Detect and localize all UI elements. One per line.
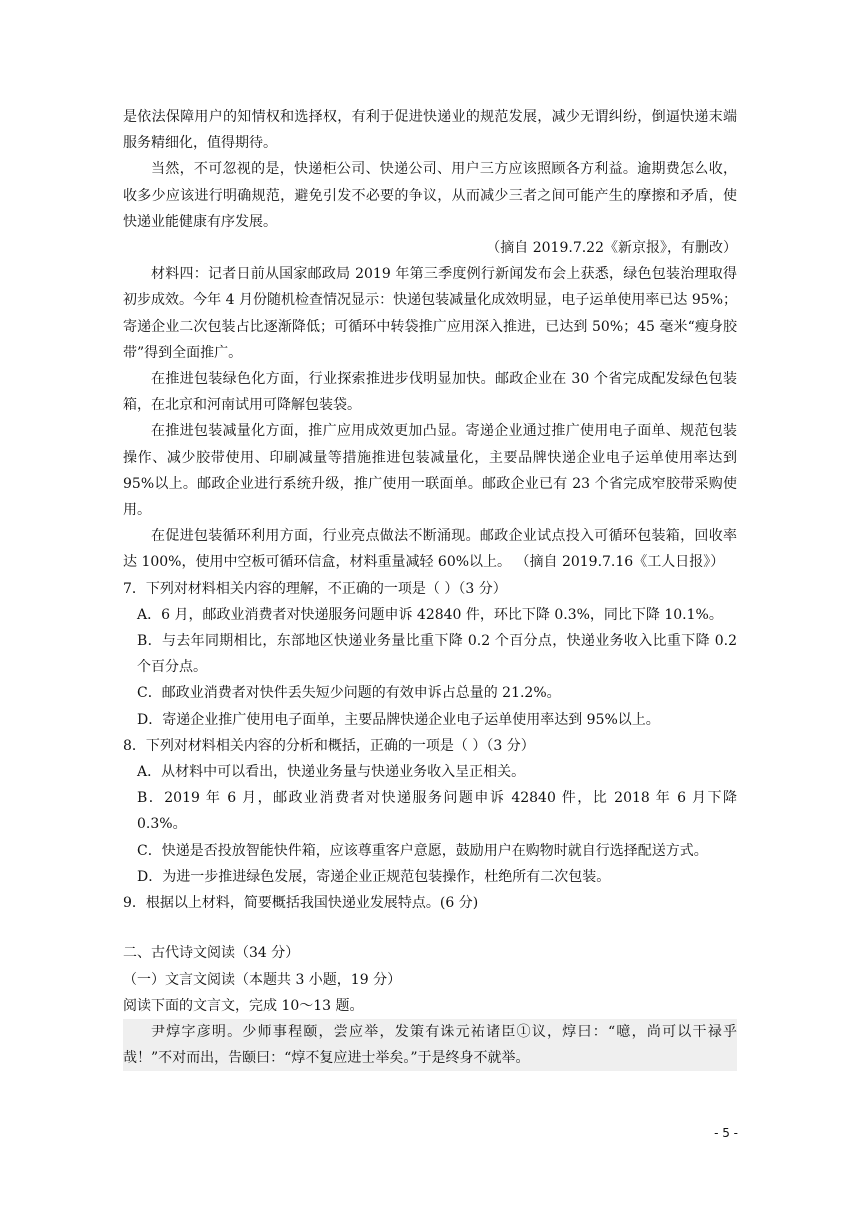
paragraph-recycling: 在促进包装循环利用方面，行业亮点做法不断涌现。邮政企业试点投入可循环包装箱，回收率达 100%，使用中空板可循环信盒，材料重量减轻 60%以上。 （摘自 2019.7.16《工人日报》）	[123, 528, 737, 571]
source-citation-1: （摘自 2019.7.22《新京报》，有删改）	[486, 240, 737, 257]
paragraph-1: 是依法保障用户的知情权和选择权，有利于促进快递业的规范发展，减少无谓纠纷，倒逼快递末端服务精细化，值得期待。	[123, 109, 737, 152]
section-2-instruction: 阅读下面的文言文，完成 10～13 题。	[123, 997, 364, 1014]
paragraph-green-packaging: 在推进包装绿色化方面，行业探索推进步伐明显加快。邮政企业在 30 个省完成配发绿色包装箱，在北京和河南试用可降解包装袋。	[123, 371, 737, 414]
question-8-stem: 8．下列对材料相关内容的分析和概括，正确的一项是（ ）（3 分）	[123, 737, 535, 754]
question-7-option-b: B．与去年同期相比，东部地区快递业务量比重下降 0.2 个百分点，快递业务收入比重下降 0.2 个百分点。	[137, 633, 737, 676]
question-8-option-d: D．为进一步推进绿色发展，寄递企业正规范包装操作，杜绝所有二次包装。	[137, 868, 611, 885]
question-7-option-c: C．邮政业消费者对快件丢失短少问题的有效申诉占总量的 21.2%。	[137, 685, 561, 702]
material-four-paragraph: 材料四：记者日前从国家邮政局 2019 年第三季度例行新闻发布会上获悉，绿色包装治理取得初步成效。今年 4 月份随机检查情况显示：快递包装减量化成效明显，电子运单使用率已达 95%；寄递企业二次包装占比逐渐降低；可循环中转袋推广应用深入推进，已达到 50%；45 毫米“瘦身胶带”得到全面推广。	[123, 266, 737, 361]
page-content	[123, 104, 737, 1071]
page-number: - 5 -	[714, 1126, 738, 1140]
section-2-title: 二、古代诗文阅读（34 分）	[123, 945, 300, 962]
question-8-option-b: B．2019 年 6 月，邮政业消费者对快递服务问题申诉 42840 件，比 2018 年 6 月下降 0.3%。	[137, 790, 737, 833]
paragraph-2: 当然，不可忽视的是，快递柜公司、快递公司、用户三方应该照顾各方利益。逾期费怎么收，收多少应该进行明确规范，避免引发不必要的争议，从而减少三者之间可能产生的摩擦和矛盾，使快递业能健康有序发展。	[123, 161, 737, 230]
question-7-stem: 7．下列对材料相关内容的理解，不正确的一项是（ ）（3 分）	[123, 580, 507, 597]
classical-passage: 尹焞字彦明。少师事程颐，尝应举，发策有诛元祐诸臣①议，焞曰：“噫，尚可以干禄乎哉！”不对而出，告颐曰：“焞不复应进士举矣。”于是终身不就举。	[123, 1019, 737, 1071]
paragraph-reduction: 在推进包装减量化方面，推广应用成效更加凸显。寄递企业通过推广使用电子面单、规范包装操作、减少胶带使用、印刷减量等措施推进包装减量化，主要品牌快递企业电子运单使用率达到 95%以上。邮政企业进行系统升级，推广使用一联面单。邮政企业已有 23 个省完成窄胶带采购使用。	[123, 423, 737, 519]
section-gap	[123, 916, 737, 940]
section-2-subtitle: （一）文言文阅读（本题共 3 小题，19 分）	[123, 971, 402, 988]
question-7-option-a: A．6 月，邮政业消费者对快递服务问题申诉 42840 件，环比下降 0.3%，同比下降 10.1%。	[137, 606, 723, 623]
question-9: 9．根据以上材料，简要概括我国快递业发展特点。(6 分)	[123, 895, 479, 912]
question-7-option-d: D．寄递企业推广使用电子面单，主要品牌快递企业电子运单使用率达到 95%以上。	[137, 711, 660, 728]
question-8-option-c: C．快递是否投放智能快件箱，应该尊重客户意愿，鼓励用户在购物时就自行选择配送方式。	[137, 842, 708, 859]
question-8-option-a: A．从材料中可以看出，快递业务量与快递业务收入呈正相关。	[137, 764, 526, 781]
